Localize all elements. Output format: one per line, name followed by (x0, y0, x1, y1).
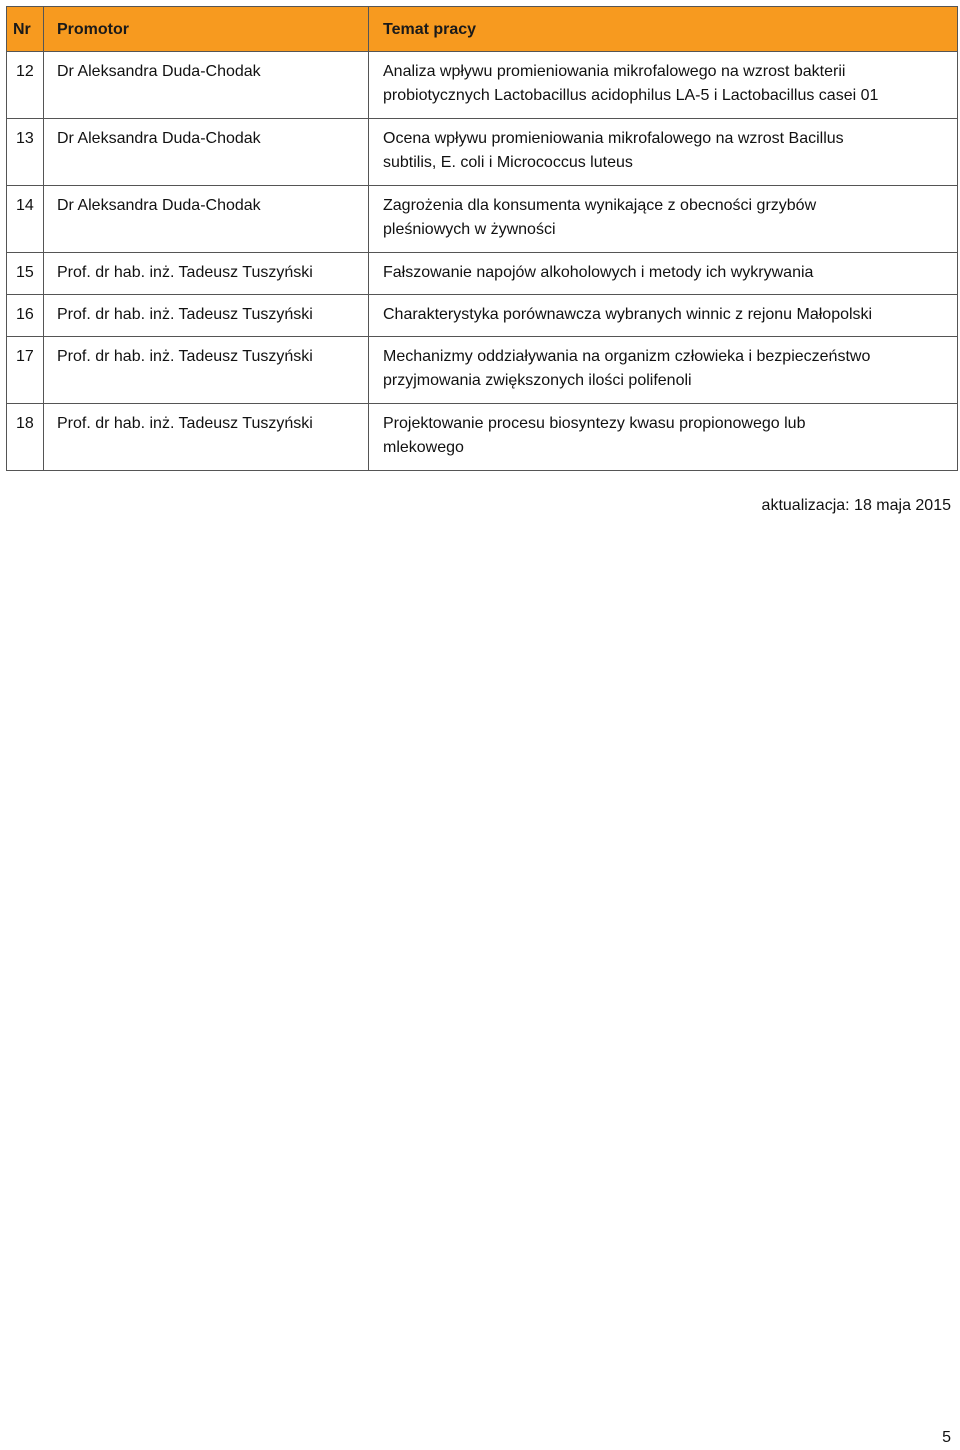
row-temat (369, 119, 958, 186)
temat-line: Zagrożenia dla konsumenta wynikające z obecności grzybów (383, 197, 817, 214)
header-nr: Nr (7, 7, 44, 52)
table-row (7, 337, 958, 404)
row-promotor: Prof. dr hab. inż. Tadeusz Tuszyński (44, 404, 369, 471)
row-number: 12 (7, 52, 44, 119)
row-promotor: Prof. dr hab. inż. Tadeusz Tuszyński (44, 253, 369, 295)
page-number: 5 (942, 1429, 951, 1446)
temat-line: Mechanizmy oddziaływania na organizm człowieka i bezpieczeństwo (383, 348, 871, 365)
row-temat (369, 295, 958, 337)
row-temat (369, 253, 958, 295)
header-promotor: Promotor (44, 7, 369, 52)
table-row (7, 253, 958, 295)
row-promotor: Dr Aleksandra Duda-Chodak (44, 52, 369, 119)
table-row (7, 52, 958, 119)
row-number: 14 (7, 186, 44, 253)
row-number: 15 (7, 253, 44, 295)
row-promotor: Prof. dr hab. inż. Tadeusz Tuszyński (44, 337, 369, 404)
temat-line: Ocena wpływu promieniowania mikrofalowego na wzrost Bacillus (383, 130, 844, 147)
table-header (7, 7, 958, 52)
table-row (7, 119, 958, 186)
row-temat (369, 186, 958, 253)
row-temat (369, 337, 958, 404)
temat-line: pleśniowych w żywności (383, 221, 556, 238)
update-date: aktualizacja: 18 maja 2015 (761, 497, 951, 514)
row-temat (369, 52, 958, 119)
temat-line: Charakterystyka porównawcza wybranych winnic z rejonu Małopolski (383, 306, 873, 323)
row-promotor: Dr Aleksandra Duda-Chodak (44, 119, 369, 186)
temat-line: mlekowego (383, 439, 464, 456)
table-row (7, 295, 958, 337)
header-temat: Temat pracy (369, 7, 958, 52)
row-number: 13 (7, 119, 44, 186)
table-row (7, 404, 958, 471)
temat-line: subtilis, E. coli i Micrococcus luteus (383, 154, 633, 171)
table-row (7, 186, 958, 253)
temat-line: Fałszowanie napojów alkoholowych i metody ich wykrywania (383, 264, 814, 281)
row-temat (369, 404, 958, 471)
thesis-topics-table (6, 6, 958, 471)
temat-line: Analiza wpływu promieniowania mikrofalowego na wzrost bakterii (383, 63, 846, 80)
temat-line: Projektowanie procesu biosyntezy kwasu propionowego lub (383, 415, 806, 432)
row-promotor: Dr Aleksandra Duda-Chodak (44, 186, 369, 253)
table-body (7, 52, 958, 471)
temat-line: przyjmowania zwiększonych ilości polifenoli (383, 372, 692, 389)
row-number: 16 (7, 295, 44, 337)
temat-line: probiotycznych Lactobacillus acidophilus LA-5 i Lactobacillus casei 01 (383, 87, 879, 104)
row-promotor: Prof. dr hab. inż. Tadeusz Tuszyński (44, 295, 369, 337)
row-number: 17 (7, 337, 44, 404)
row-number: 18 (7, 404, 44, 471)
